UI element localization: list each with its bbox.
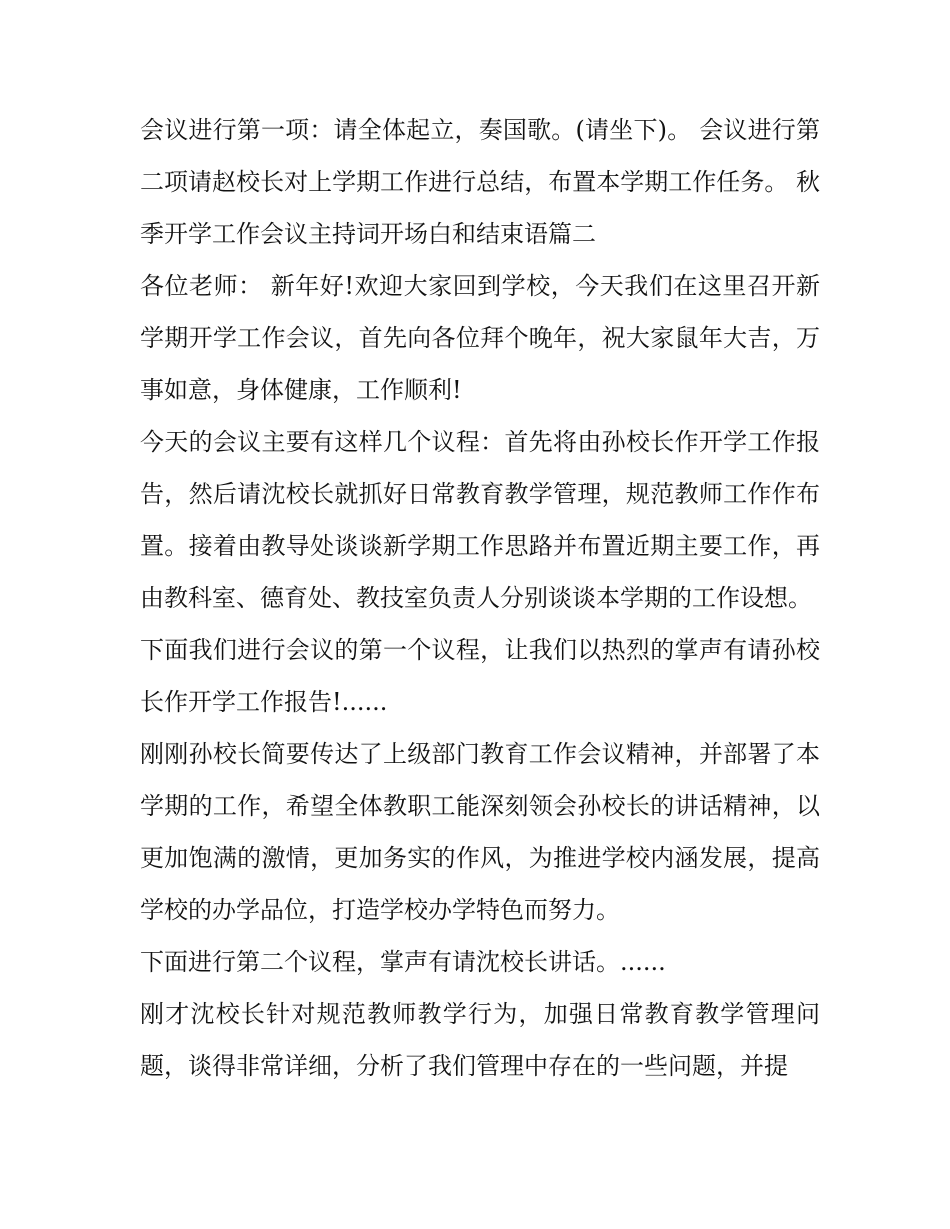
paragraph-opening-agenda: 会议进行第一项：请全体起立，奏国歌。(请坐下)。 会议进行第二项请赵校长对上学期工作进行总结，布置本学期工作任务。 秋季开学工作会议主持词开场白和结束语篇二	[140, 116, 820, 248]
paragraph-summary-second-speech: 刚才沈校长针对规范教师教学行为，加强日常教育教学管理问题，谈得非常详细，分析了我们管理中存在的一些问题，并提	[140, 1000, 820, 1080]
paragraph-greeting: 各位老师： 新年好!欢迎大家回到学校，今天我们在这里召开新学期开学工作会议，首先向各位拜个晚年，祝大家鼠年大吉，万事如意，身体健康，工作顺利!	[140, 272, 820, 404]
document-body	[140, 104, 820, 1092]
paragraph-agenda-overview: 今天的会议主要有这样几个议程：首先将由孙校长作开学工作报告，然后请沈校长就抓好日常教育教学管理，规范教师工作作布置。接着由教导处谈谈新学期工作思路并布置近期主要工作，再由教科室、德育处、教技室负责人分别谈谈本学期的工作设想。	[140, 428, 820, 612]
paragraph-second-item: 下面进行第二个议程，掌声有请沈校长讲话。......	[140, 948, 666, 976]
paragraph-summary-first-report: 刚刚孙校长简要传达了上级部门教育工作会议精神，并部署了本学期的工作，希望全体教职工能深刻领会孙校长的讲话精神，以更加饱满的激情，更加务实的作风，为推进学校内涵发展，提高学校的办学品位，打造学校办学特色而努力。	[140, 740, 820, 924]
paragraph-first-item: 下面我们进行会议的第一个议程，让我们以热烈的掌声有请孙校长作开学工作报告!......	[140, 636, 820, 716]
